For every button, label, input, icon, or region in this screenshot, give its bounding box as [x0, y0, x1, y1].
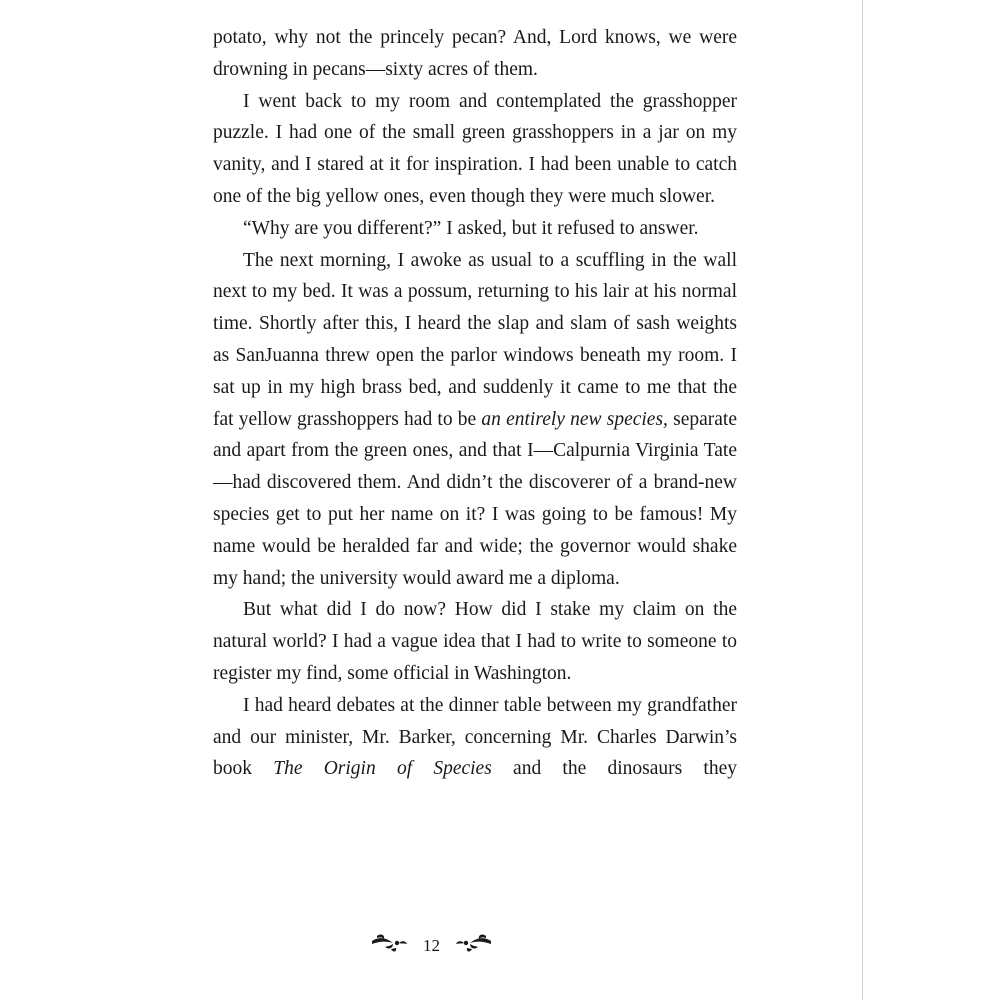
floral-ornament-right-icon: [454, 932, 492, 960]
page-number: 12: [423, 936, 440, 955]
paragraph-text: and the dinosaurs they: [491, 758, 738, 780]
paragraph-text: “Why are you different?” I asked, but it refused to answer.: [243, 217, 699, 239]
paragraph-5: [213, 594, 737, 689]
paragraph-text: separate and apart from the green ones, and that I—Calpurnia Virginia Tate—had discovered them. And didn’t the discoverer of a brand-new species get to put her name on it? I was going to be famous! My name would be heralded far and wide; the governor would shake my hand; the university would award me a diploma.: [213, 408, 737, 589]
paragraph-text: I had heard debates at the dinner table between my grandfather and our minister, Mr. Barker, concerning Mr. Charles Darwin’s book: [213, 694, 737, 780]
italic-phrase: an entirely new species,: [481, 408, 668, 430]
paragraph-6: [213, 690, 737, 785]
paragraph-1: [213, 22, 737, 86]
paragraph-text: I went back to my room and contemplated the grasshopper puzzle. I had one of the small green grasshoppers in a jar on my vanity, and I stared at it for inspiration. I had been unable to catch one of the big yellow ones, even though they were much slower.: [213, 90, 737, 207]
paragraph-3: [213, 213, 737, 245]
book-title: The Origin of Species: [273, 758, 492, 780]
paragraph-text: The next morning, I awoke as usual to a scuffling in the wall next to my bed. It was a possum, returning to his lair at his normal time. Shortly after this, I heard the slap and slam of sash weights as SanJuanna threw open the parlor windows beneath my room. I sat up in my high brass bed, and suddenly it came to me that the fat yellow grasshoppers had to be: [213, 249, 737, 430]
paragraph-text: But what did I do now? How did I stake my claim on the natural world? I had a vague idea that I had to write to someone to register my find, some official in Washington.: [213, 599, 737, 684]
paragraph-4: [213, 245, 737, 595]
paragraph-text: potato, why not the princely pecan? And, Lord knows, we were drowning in pecans—sixty acres of them.: [213, 27, 737, 80]
page-edge: [862, 0, 863, 1000]
page-footer: [0, 932, 863, 960]
floral-ornament-left-icon: [371, 932, 409, 960]
paragraph-2: [213, 86, 737, 213]
book-text: [213, 22, 737, 785]
